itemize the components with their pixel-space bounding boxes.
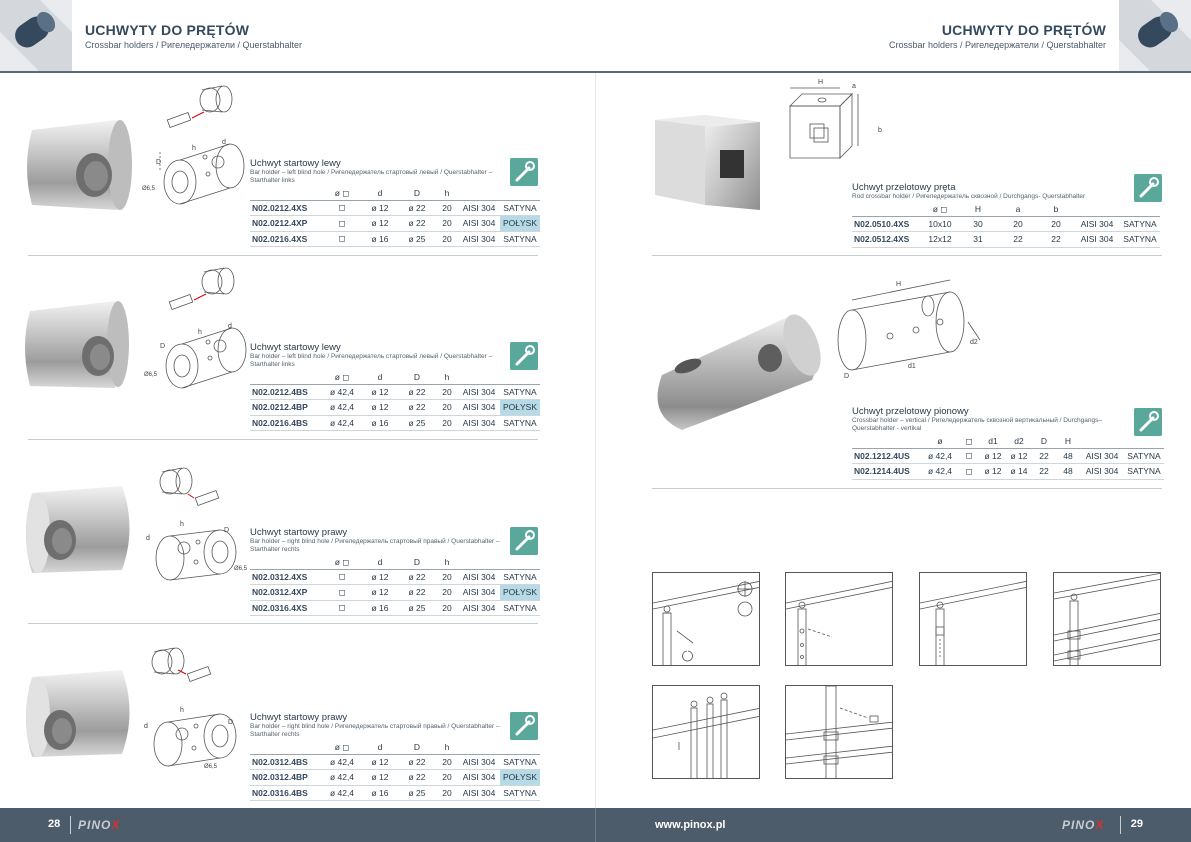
dim-label-D: D — [228, 719, 234, 726]
dim-label-a: a — [852, 83, 856, 90]
finish-highlight: POŁYSK — [500, 400, 540, 416]
product-block — [250, 342, 540, 431]
dim-label-dia: Ø6,5 — [144, 372, 158, 378]
product-title: Uchwyt przelotowy pionowy — [852, 406, 969, 417]
product-description: Bar holder – right blind hole / Ригеледержатель стартовый правый / Querstabhalter – Starthalter rechts — [250, 538, 500, 553]
product-title: Uchwyt startowy lewy — [250, 342, 341, 353]
product-title: Uchwyt startowy prawy — [250, 712, 348, 723]
installation-diagram — [919, 572, 1027, 666]
product-photo — [22, 662, 142, 762]
finish-highlight: POŁYSK — [500, 770, 540, 786]
tube-icon — [1119, 0, 1191, 72]
product-description: Rod crossbar holder / Ригеледержатель сквозной / Durchgangs- Querstabhalter — [852, 193, 1086, 200]
product-photo — [20, 296, 140, 396]
table-header-row: ø ◻ d D h — [250, 187, 540, 200]
website-link[interactable]: www.pinox.pl — [655, 819, 726, 831]
tube-icon — [0, 0, 72, 72]
dim-label-D: D — [156, 159, 162, 166]
page-title: UCHWYTY DO PRĘTÓW — [85, 22, 250, 38]
table-header-row: ø ◻ d D h — [250, 741, 540, 754]
dim-label-dia: Ø6,5 — [234, 566, 248, 572]
product-description: Crossbar holder – vertical / Ригеледержатель сквозной вертикальный / Durchgangs– Querstabhalter - vertikal — [852, 417, 1102, 432]
spec-table — [852, 435, 1164, 480]
wrench-icon — [510, 342, 538, 370]
spec-table — [250, 371, 540, 431]
installation-diagram — [652, 572, 760, 666]
table-row: N02.0212.4BS ø 42,4 ø 12 ø 22 20 AISI 304 SATYNA — [250, 384, 540, 400]
dim-label-h: h — [192, 145, 196, 152]
wrench-icon — [510, 158, 538, 186]
installation-diagram — [785, 572, 893, 666]
product-photo — [22, 478, 142, 578]
product-title: Uchwyt startowy lewy — [250, 158, 341, 169]
installation-diagram — [1053, 572, 1161, 666]
product-photo — [652, 300, 832, 440]
dim-label-d: d — [228, 323, 232, 330]
technical-drawing — [140, 82, 250, 212]
corner-decoration-left — [0, 0, 72, 72]
table-row: N02.0212.4XS ◻ ø 12 ø 22 20 AISI 304 SATYNA — [250, 200, 540, 216]
corner-decoration-right — [1119, 0, 1191, 72]
product-block — [250, 712, 540, 801]
wrench-icon — [510, 712, 538, 740]
section-divider — [28, 439, 538, 440]
dim-label-D: D — [844, 373, 850, 380]
product-description: Bar holder – left blind hole / Ригеледержатель стартовый левый / Querstabhalter – Starthalter links — [250, 353, 493, 368]
footer-divider — [1120, 816, 1121, 834]
product-photo — [22, 110, 142, 220]
page-header-left — [85, 22, 302, 50]
spec-table — [250, 741, 540, 801]
technical-drawing — [140, 640, 250, 780]
brand-logo-left: PINOX — [78, 818, 121, 832]
table-header-row: ø ◻ d D h — [250, 371, 540, 384]
finish-highlight: POŁYSK — [500, 585, 540, 601]
wrench-icon — [1134, 408, 1162, 436]
dim-label-d: d — [146, 535, 150, 542]
footer-gutter — [595, 808, 596, 842]
technical-drawing — [830, 270, 990, 380]
page-number-left: 28 — [48, 818, 61, 830]
installation-diagram — [785, 685, 893, 779]
technical-drawing — [780, 76, 890, 186]
dim-label-d1: d1 — [908, 363, 916, 370]
dim-label-H: H — [896, 281, 902, 288]
page-title: UCHWYTY DO PRĘTÓW — [941, 22, 1106, 38]
table-row: N02.0212.4XP ◻ ø 12 ø 22 20 AISI 304 POŁYSK — [250, 216, 540, 232]
table-row: N02.0510.4XS 10x10 30 20 20 AISI 304 SATYNA — [852, 216, 1160, 232]
product-block — [852, 406, 1164, 480]
dim-label-h: h — [180, 521, 184, 528]
table-row: N02.0312.4XP ◻ ø 12 ø 22 20 AISI 304 POŁYSK — [250, 585, 540, 601]
table-row: N02.0216.4XS ◻ ø 16 ø 25 20 AISI 304 SATYNA — [250, 231, 540, 247]
table-row: N02.0216.4BS ø 42,4 ø 16 ø 25 20 AISI 304 SATYNA — [250, 415, 540, 431]
technical-drawing — [140, 460, 250, 590]
table-row: N02.0312.4BS ø 42,4 ø 12 ø 22 20 AISI 304 SATYNA — [250, 754, 540, 770]
product-block — [250, 527, 540, 616]
page-subtitle: Crossbar holders / Ригеледержатели / Querstabhalter — [85, 40, 303, 50]
dim-label-d: d — [144, 723, 148, 730]
page-number-right: 29 — [1130, 818, 1143, 830]
table-header-row: ø ◻ H a b — [852, 203, 1160, 216]
page-footer — [0, 808, 1191, 842]
dim-label-D: D — [160, 343, 166, 350]
brand-logo-right: PINOX — [1062, 818, 1105, 832]
wrench-icon — [510, 527, 538, 555]
product-title: Uchwyt przelotowy pręta — [852, 182, 956, 193]
table-row: N02.0312.4XS ◻ ø 12 ø 22 20 AISI 304 SATYNA — [250, 569, 540, 585]
spec-table — [852, 203, 1160, 248]
table-row: N02.1212.4US ø 42,4 ◻ ø 12 ø 12 22 48 AISI 304 SATYNA — [852, 448, 1164, 464]
product-description: Bar holder – right blind hole / Ригеледержатель стартовый правый / Querstabhalter – Starthalter rechts — [250, 723, 500, 738]
dim-label-d2: d2 — [970, 339, 978, 346]
dim-label-dia: Ø6,5 — [142, 186, 156, 192]
wrench-icon — [1134, 174, 1162, 202]
dim-label-dia: Ø6,5 — [204, 764, 218, 770]
dim-label-H: H — [818, 79, 824, 86]
product-photo — [650, 100, 770, 215]
dim-label-h: h — [198, 329, 202, 336]
table-header-row: ø ◻ d1 d2 D H — [852, 435, 1164, 448]
dim-label-b: b — [878, 127, 882, 134]
table-row: N02.0312.4BP ø 42,4 ø 12 ø 22 20 AISI 304 POŁYSK — [250, 770, 540, 786]
product-description: Bar holder – left blind hole / Ригеледержатель стартовый левый / Querstabhalter – Starthalter links — [250, 169, 493, 184]
footer-divider — [70, 816, 71, 834]
spec-table — [250, 556, 540, 616]
spec-table — [250, 187, 540, 247]
section-divider — [652, 488, 1162, 489]
dim-label-d: d — [222, 139, 226, 146]
page-subtitle: Crossbar holders / Ригеледержатели / Querstabhalter — [888, 40, 1106, 50]
product-title: Uchwyt startowy prawy — [250, 527, 348, 538]
section-divider — [652, 255, 1162, 256]
table-row: N02.1214.4US ø 42,4 ◻ ø 12 ø 14 22 48 AISI 304 SATYNA — [852, 464, 1164, 480]
dim-label-D: D — [224, 527, 230, 534]
finish-highlight: POŁYSK — [500, 216, 540, 232]
product-block — [250, 158, 540, 247]
page-header-right — [889, 22, 1106, 50]
page-gutter — [595, 73, 596, 808]
technical-drawing — [140, 262, 250, 392]
installation-diagram — [652, 685, 760, 779]
table-row: N02.0212.4BP ø 42,4 ø 12 ø 22 20 AISI 304 POŁYSK — [250, 400, 540, 416]
product-block — [852, 182, 1160, 248]
dim-label-h: h — [180, 707, 184, 714]
table-row: N02.0316.4BS ø 42,4 ø 16 ø 25 20 AISI 304 SATYNA — [250, 785, 540, 801]
section-divider — [28, 623, 538, 624]
table-header-row: ø ◻ d D h — [250, 556, 540, 569]
table-row: N02.0316.4XS ◻ ø 16 ø 25 20 AISI 304 SATYNA — [250, 600, 540, 616]
section-divider — [28, 255, 538, 256]
table-row: N02.0512.4XS 12x12 31 22 22 AISI 304 SATYNA — [852, 232, 1160, 248]
